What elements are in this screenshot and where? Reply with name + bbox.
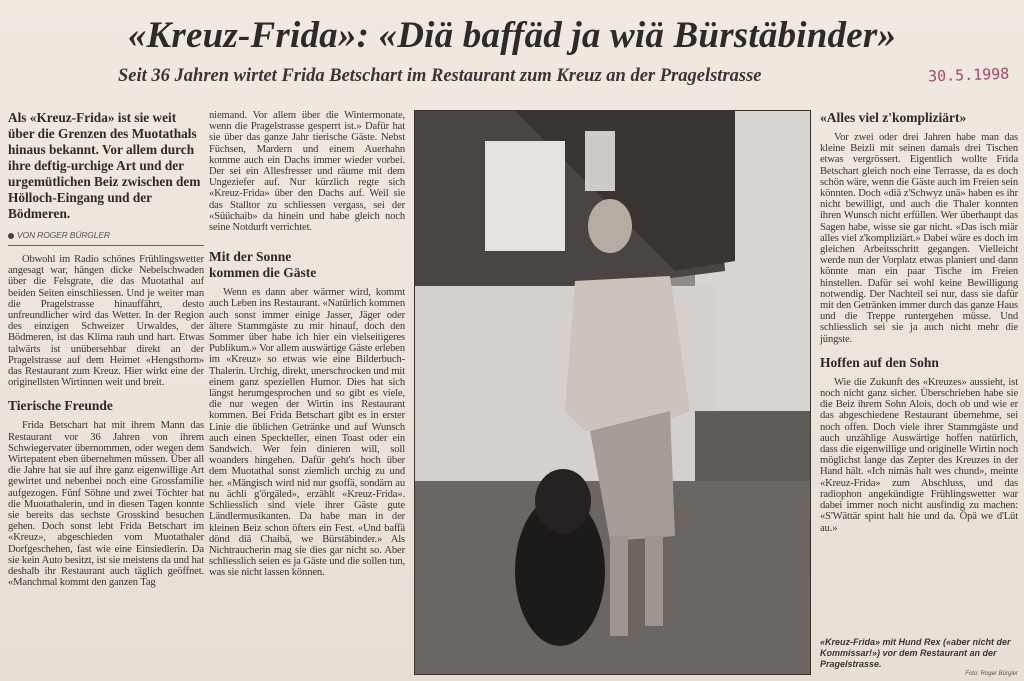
column-4 <box>820 110 1018 678</box>
body-paragraph: niemand. Vor allem über die Wintermonate, wenn die Pragelstrasse gesperrt ist.» Dafür hat sie über das ganze Jahr tierische Gäste. Nebst Füchsen, Mardern und einem Auerhahn komme auch ein Dachs immer wieder vorbei. Der sei ein Allesfresser und räume mit dem Ungeziefer auf. Nur kürzlich regte sich «Kreuz-Frida» über den Dachs auf. Weil sie das Stalltor zu schliessen vergass, sei der «Süüchaib» da hinein und habe gleich noch seine Notdurft verrichtet. <box>209 110 405 234</box>
woman-blouse <box>565 276 690 431</box>
column-1 <box>8 110 204 588</box>
photo-caption: «Kreuz-Frida» mit Hund Rex («aber nicht der Kommissar!») vor dem Restaurant an der Pragelstrasse. <box>820 637 1011 669</box>
section-heading: Tierische Freunde <box>8 398 113 414</box>
handwritten-date: 30.5.1998 <box>927 64 1010 86</box>
section-heading: Hoffen auf den Sohn <box>820 354 939 370</box>
subtitle: Seit 36 Jahren wirtet Frida Betschart im Restaurant zum Kreuz an der Pragelstrasse <box>118 66 762 86</box>
photo-credit: Foto: Roger Bürgler <box>965 671 1018 677</box>
photo-illustration <box>415 111 810 674</box>
headline: «Kreuz-Frida»: «Diä baffäd ja wiä Bürstäbinder» <box>127 15 897 56</box>
section-heading: «Alles viel z'kompliziärt» <box>820 110 967 125</box>
woman-face <box>588 199 632 253</box>
column-2 <box>209 110 405 579</box>
byline-text: VON ROGER BÜRGLER <box>17 230 110 240</box>
body-paragraph: Wenn es dann aber wärmer wird, kommt auch Leben ins Restaurant. «Natürlich kommen auch sonst immer einige Jasser, Jäger oder ältere Stammgäste zu mir hinauf, doch den Sommer über habe ich hier ein vielseitigeres Publikum.» Vor allem auswärtige Gäste erleben im «Kreuz» so etwas wie eine Bilderbuch-Thalerin. Urchig, direkt, unerschrocken und mit einem ganz speziellen Humor. Dies hat sich längst herumgesprochen und so gibt es viele, die nur wegen der Wirtin ins Restaurant kommen. Bei Frida Betschart gibt es in erster Linie die üblichen Getränke und auf Wunsch auch einen Speckteller, einen Toast oder ein Sandwich. Wer fein dinieren will, soll woanders hingehen. Dafür geht's hoch über dem Muotathal sonst ziemlich urchig zu und her. «Mängisch wird nid nur gsoffä, sondärn au nu ächli g'örgäled», erzählt «Kreuz-Frida». Schliesslich sind viele ihrer Gäste gute Ländlermusikanten. Da habe man in der kleinen Beiz schon öfters ein Fest. «Und baffä dönd diä Chaibä, we Bürstäbinder.» Als Nichtraucherin mag sie dies gar nicht so. Aber schliesslich seien es ja Gäste und die sollen tun, was sie nicht lassen können. <box>209 287 405 579</box>
lead-paragraph: Als «Kreuz-Frida» ist sie weit über die Grenzen des Muotathals hinaus bekannt. Vor allem durch ihre deftig-urchige Art und der urgemütlichen Beiz zwischen dem Hölloch-Eingang und der Bödmeren. <box>8 110 201 221</box>
byline <box>8 230 204 246</box>
body-paragraph: Vor zwei oder drei Jahren habe man das kleine Beizli mit seinen damals drei Tischen etwas vergrössert. Eigentlich wollte Frida Betschart gleich noch eine Terrasse, da es doch schön wäre, wenn die Gäste auch im Freien sein könnten. Doch «diä z'Schwyz unä» haben es ihr nicht bewilligt, und auch die Thaler konnten ihren Wunsch nicht erfüllen. Wer überhaupt das Sagen habe, wisse sie gar nicht. «Das isch miär alles viel z'kompliziärt.» Dabei wäre es doch im gleichen Arbeitsschritt gegangen. Vielleicht werde nun der Vorplatz etwas planiert und dann könnte man ein paar Tische im Freien hinstellen. Dafür sei wohl keine Bewilligung notwendig. Der Nachteil sei nur, dass sie dafür mit den Getränken immer durch das ganze Haus und die Treppe runtergehen müsse. Und schliesslich sei sie ja auch nicht mehr die jüngste. <box>820 132 1018 345</box>
body-paragraph: Wie die Zukunft des «Kreuzes» aussieht, ist noch nicht ganz sicher. Überschrieben habe sie die Beiz ihrem Sohn Alois, doch ob und wie er das abgeschiedene Restaurant übernehme, sei noch offen. Doch viele ihrer Stammgäste und auch unzählige Auswärtige hoffen natürlich, dass die eigenwillige und originelle Wirtin noch möglichst lange das Zepter des Kreuzes in der Hand hält. «Ich nimäs halt wes chund», meinte «Kreuz-Frida» zum Abschluss, und das radiophon angekündigte Frühlingswetter war dabei immer noch nicht ausfindig zu machen: «S'Wättär spint halt hie und da. Öpä we d'Lüt au.» <box>820 376 1018 534</box>
body-paragraph: Frida Betschart hat mit ihrem Mann das Restaurant vor 36 Jahren von ihrem Schwiegervater übernommen, oder wegen dem Wirtepatent eben übernehmen müssen. Über all die Jahre hat sie auf ihre ganz eigenwillige Art gewirtet und nebenbei noch eine Grossfamilie aufgezogen. Fünf Söhne und zwei Töchter hat die Muotathalerin, und in diesen Tagen konnte sie bereits das sechste Grosskind besuchen gehen. Doch sonst lebt Frida Betschart im «Kreuz», abgeschieden vom Muotathaler Dorfgeschehen, fast wie eine Einsiedlerin. Da sie kein Auto besitzt, ist sie meistens da und hat deshalb ihr Restaurant auch täglich geöffnet. «Manchmal kommt den ganzen Tag <box>8 420 204 589</box>
window <box>485 141 565 251</box>
section-heading: Mit der Sonne kommen die Gäste <box>209 249 317 281</box>
body-paragraph: Obwohl im Radio schönes Frühlingswetter angesagt war, hängen dicke Nebelschwaden über die Felsgrate, die das Muotathal auf beiden Seiten einschliessen. Und je weiter man die Pragelstrasse hinauffährt, desto unfreundlicher wird das Wetter. In der Region des einzigen Schweizer Urwaldes, der Bödmeren, ist das Klima rauh und hart. Etwas talwärts ist unübersehbar direkt an der Pragelstrasse auf dem Heimet «Hengsthorn» das Restaurant zum Kreuz. Hier wirkt eine der originellsten Wirtinnen weit und breit. <box>8 254 204 389</box>
photo-frida-with-dog <box>414 110 811 675</box>
bullet-icon <box>8 233 14 239</box>
